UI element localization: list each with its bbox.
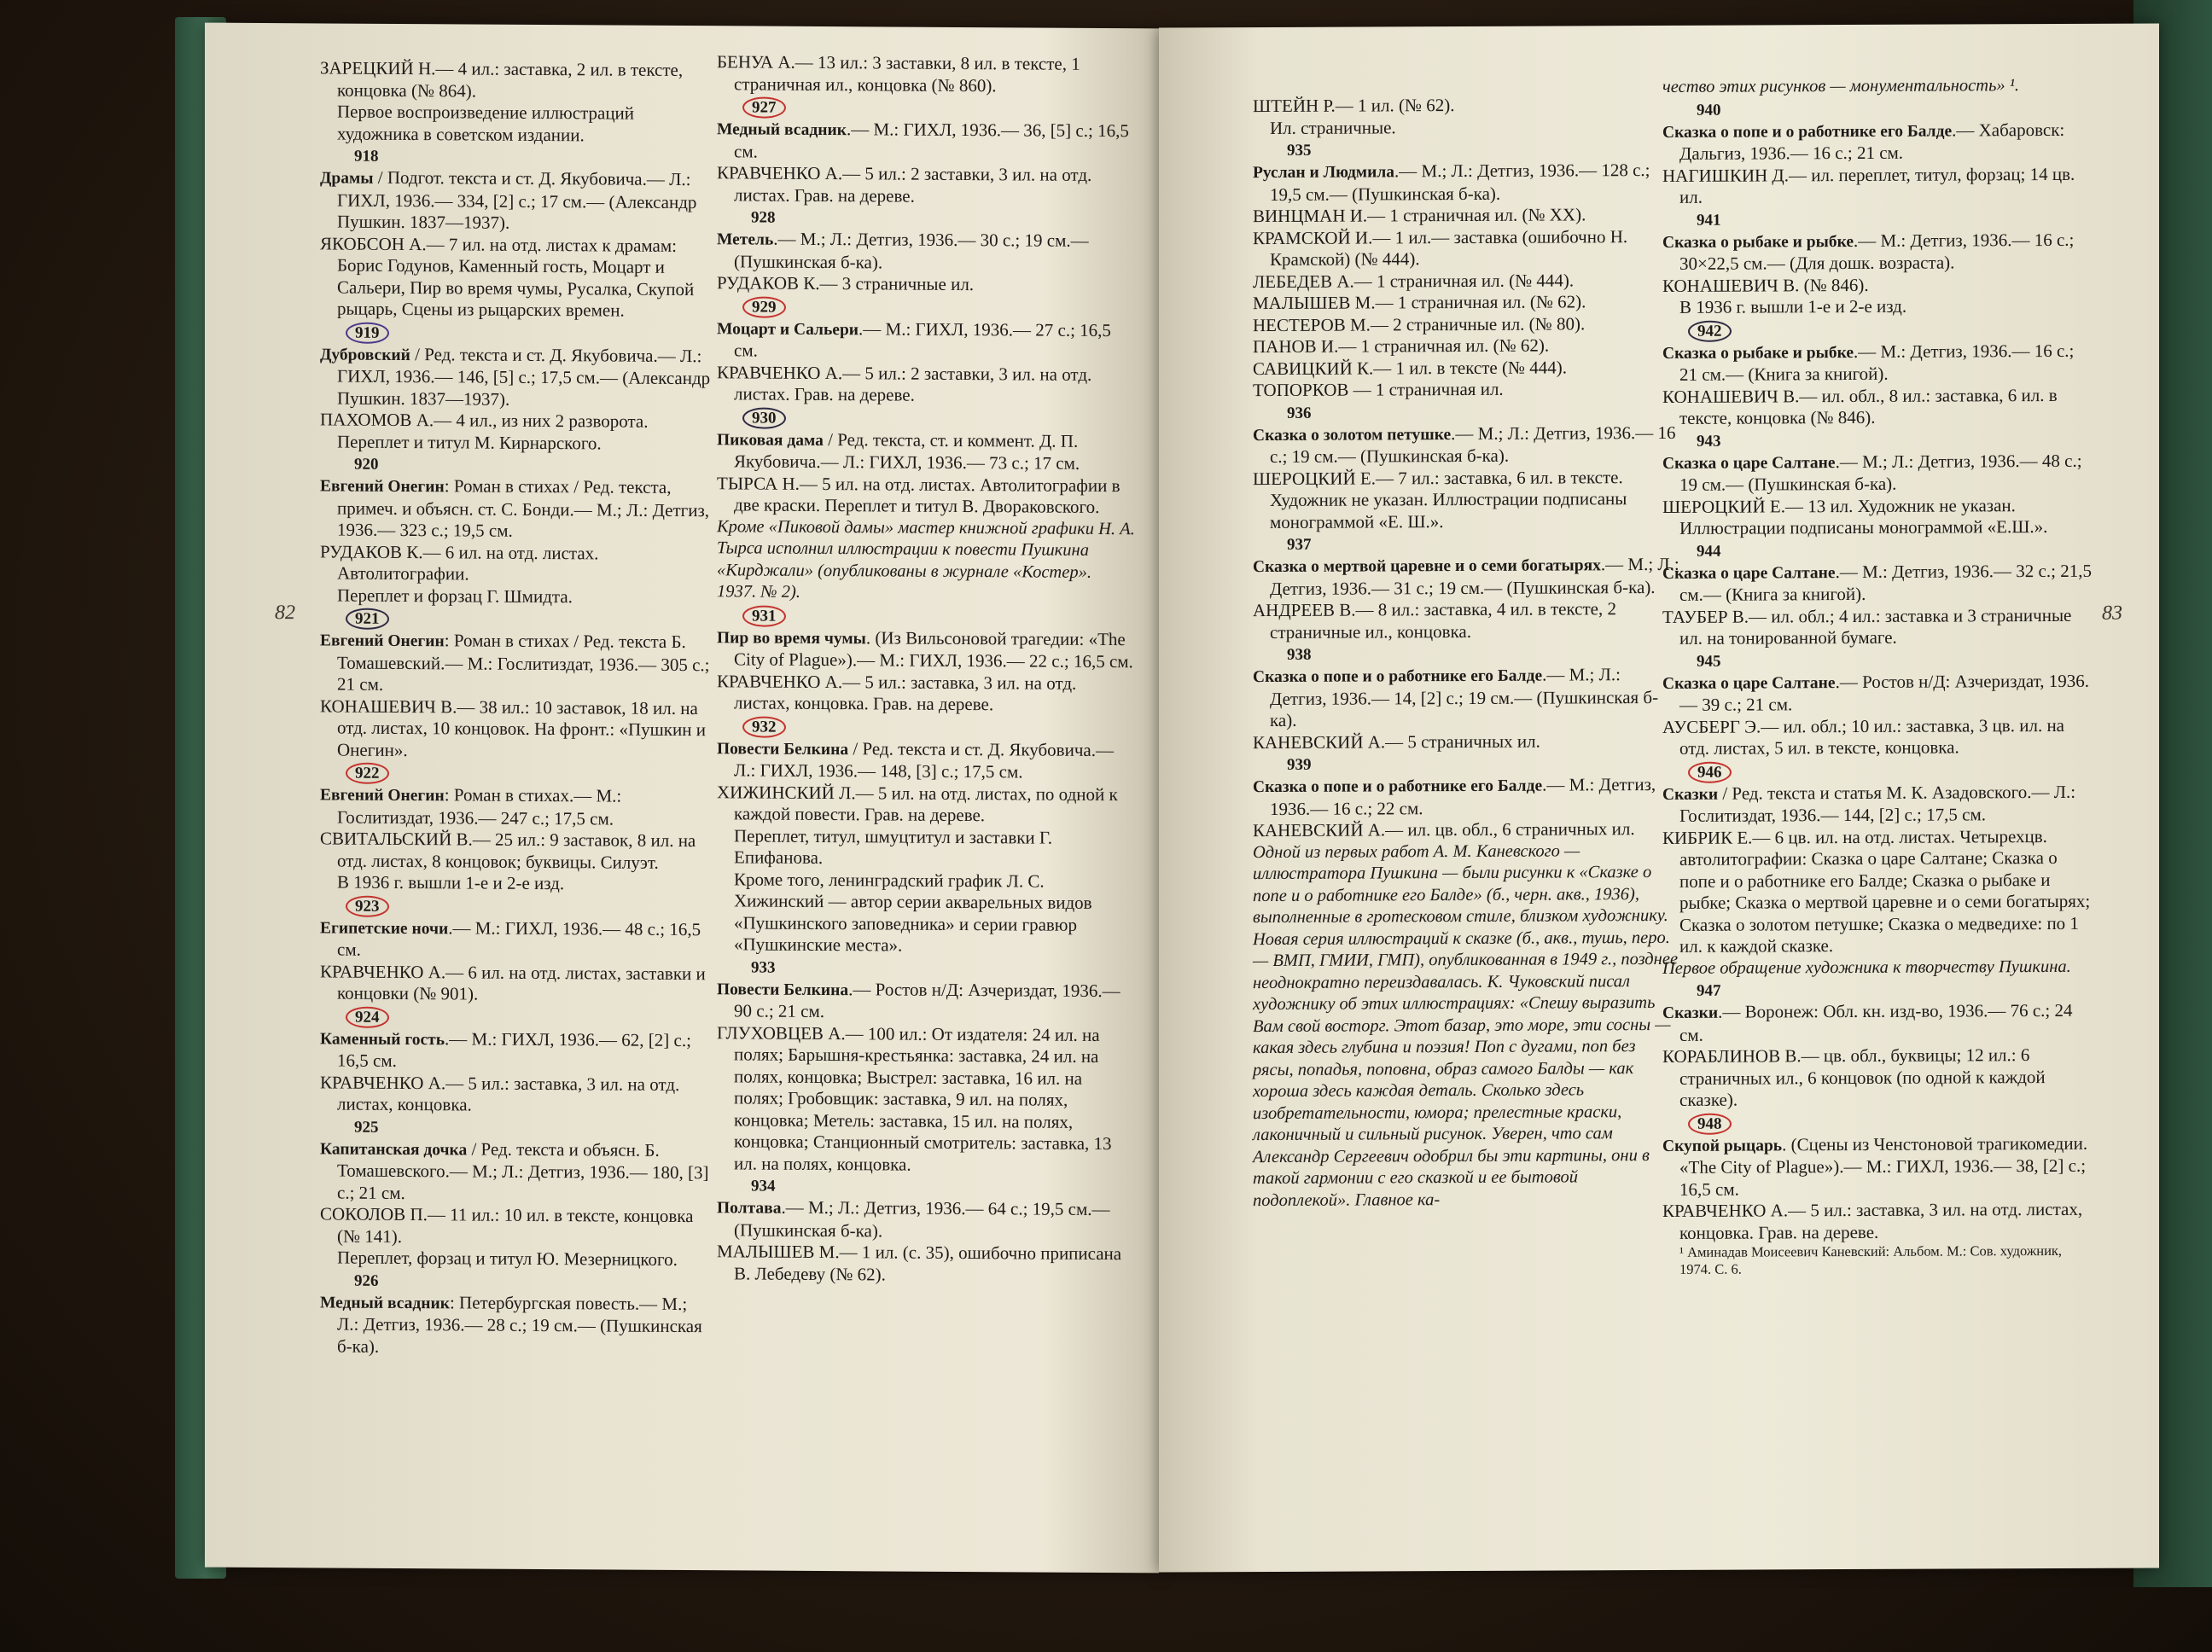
illustrator-record: КОНАШЕВИЧ В.— ил. обл., 8 ил.: заставка, 6 ил. в тексте, концовка (№ 846). [1662,384,2058,428]
additional-info: Переплет, титул, шмуцтитул и заставки Г. Епифанова. [734,824,1052,869]
illustrator-record: КОРАБЛИНОВ В.— цв. обл., буквицы; 12 ил.: 6 страничных ил., 6 концовок (по одной к каждой сказке). [1662,1044,2046,1110]
entry-number: 938 [1287,645,1312,664]
publication-details: : Роман в стихах / Ред. текста Б. Томашевский.— М.: Гослитиздат, 1936.— 305 с.; 21 см. [337,630,710,695]
entry-number-row [717,1175,1135,1199]
entry-number: 941 [1697,211,1721,230]
bibliographic-record [717,978,1135,1025]
entry-number-row [320,321,713,346]
publication-details: . (Сцены из Ченстоновой трагикомедии. «The City of Plague»).— М.: ГИХЛ, 1936.— 38, [2] с.; 16,5 см. [1679,1132,2088,1200]
illustrator-record: КРАВЧЕНКО А.— 5 ил.: заставка, 3 ил. на отд. листах, концовка. Грав. на дереве. [1662,1198,2083,1243]
illustrator-record: КРАВЧЕНКО А.— 5 ил.: заставка, 3 ил. на отд. листах, концовка. Грав. на дереве. [717,670,1077,715]
publication-details: .— М.; Л.: Детгиз, 1936.— 16 с.; 19 см.— (Пушкинская б-ка). [1270,422,1676,467]
entry-number: 939 [1287,755,1312,774]
footnote: ¹ Аминадав Моисеевич Каневский: Альбом. М.: Сов. художник, 1974. С. 6. [1679,1242,2063,1277]
entry-number: 933 [751,957,776,977]
entry-number: 920 [354,455,379,474]
circled-entry-number: 946 [1688,761,1732,782]
illustrator-record: КИБРИК Е.— 6 цв. ил. на отд. листах. Четырехцв. автолитографии: Сказка о царе Салтане; Сказка о попе и о работнике его Балде; Сказка о рыбаке и рыбке; Сказка о мертвой царевне и о семи богатырях; Сказка о золотом петушке; Сказка о медведихе: по 1 ил. к каждой сказке. [1662,825,2091,957]
work-title: Пиковая дама [717,430,824,450]
illustrator-record: АНДРЕЕВ В.— 8 ил.: заставка, 4 ил. в тексте, 2 страничные ил., концовка. [1253,598,1616,643]
illustrator-record: КОНАШЕВИЧ В. (№ 846). [1662,274,1869,296]
publication-details: / Ред. текста и ст. Д. Якубовича.— Л.: ГИХЛ, 1936.— 148, [3] с.; 17,5 см. [734,737,1114,782]
circled-entry-number: 923 [346,895,389,916]
bibliographic-record [1662,560,2093,606]
illustrator-record: НЕСТЕРОВ М.— 2 страничные ил. (№ 80). [1253,312,1586,335]
entry-number-row [1253,532,1679,556]
illustrator-record: ШЕРОЦКИЙ Е.— 13 ил. Художник не указан. Иллюстрации подписаны монограммой «Е.Ш.». [1662,494,2048,538]
bibliographic-record [1253,554,1679,600]
entry-number: 945 [1697,652,1721,671]
commentary-note: Кроме «Пиковой дамы» мастер книжной графики Н. А. Тырса исполнил иллюстрации к повести Пушкина «Кирджали» (опубликованы в журнале «Костер». 1937. № 2). [717,516,1135,602]
circled-entry-number: 942 [1688,320,1732,341]
work-title: Сказки [1662,785,1719,804]
bibliographic-record [1662,119,2093,165]
illustrator-record: КРАВЧЕНКО А.— 5 ил.: 2 заставки, 3 ил. на отд. листах. Грав. на дереве. [717,162,1092,206]
bibliographic-record [320,629,713,697]
additional-info: Переплет и титул М. Кирнарского. [337,431,602,453]
entry-number-row [717,96,1135,120]
entry-number-row [1253,643,1679,666]
entry-number-row [717,295,1135,320]
illustrator-record: ЯКОБСОН А.— 7 ил. на отд. листах к драмам: Борис Годунов, Каменный гость, Моцарт и Сальери, Пир во время чумы, Русалка, Скупой рыцарь, Сцены из рыцарских времен. [320,232,695,321]
publication-details: .— Хабаровск: Дальгиз, 1936.— 16 с.; 21 см. [1679,119,2065,164]
publication-details: . (Из Вильсоновой трагедии: «The City of Plague»).— М.: ГИХЛ, 1936.— 22 с.; 16,5 см. [734,626,1133,672]
work-title: Полтава [717,1199,782,1218]
work-title: Медный всадник [320,1293,450,1312]
illustrator-record: ГЛУХОВЦЕВ А.— 100 ил.: От издателя: 24 ил. на полях; Барышня-крестьянка: заставка, 24 ил. на полях, концовка; Выстрел: заставка, 16 ил. на полях; Гробовщик: заставка, 9 ил. на полях, концовка; Метель: заставка, 15 ил. на полях, концовка; Станционный смотритель: заставка, 13 ил. на полях, концовка. [717,1021,1112,1175]
bibliographic-record [320,1137,713,1206]
illustrator-record: ВИНЦМАН И.— 1 страничная ил. (№ XX). [1253,204,1586,227]
additional-info: Переплет, форзац и титул Ю. Мезерницкого. [337,1247,678,1270]
illustrator-record: САВИЦКИЙ К.— 1 ил. в тексте (№ 444). [1253,356,1567,379]
bibliographic-record [1662,670,2093,716]
circled-entry-number: 927 [742,96,786,118]
publication-details: .— Ростов н/Д: Азчериздат, 1936.— 90 с.; 21 см. [734,978,1121,1022]
work-title: Сказка о царе Салтане [1662,453,1836,473]
entry-number-row [1253,400,1679,423]
commentary-note: чество этих рисунков — монументальность» ¹. [1662,76,2020,96]
bibliographic-record [1253,422,1679,468]
entry-number-row [1662,428,2093,451]
bibliographic-record [320,474,713,543]
publication-details: .— М.; Л.: Детгиз, 1936.— 31 с.; 19 см.— (Пушкинская б-ка). [1270,553,1679,599]
circled-entry-number: 948 [1688,1113,1732,1134]
bibliographic-record [717,428,1135,475]
work-title: Моцарт и Сальери [717,319,859,339]
illustrator-record: РУДАКОВ К.— 6 ил. на отд. листах. Автолитографии. [320,540,599,585]
work-title: Евгений Онегин [320,786,445,806]
work-title: Драмы [320,169,374,188]
page-number-left: 82 [275,602,295,625]
bibliographic-record [320,166,713,235]
illustrator-record: КРАМСКОЙ И.— 1 ил.— заставка (ошибочно Н. Крамской) (№ 444). [1253,225,1628,270]
work-title: Пир во время чумы [717,628,866,648]
bibliographic-record [1662,1132,2093,1201]
bibliographic-record [1662,450,2093,496]
work-title: Сказка о царе Салтане [1662,563,1836,583]
publication-details: / Ред. текста, ст. и коммент. Д. П. Якубовича.— Л.: ГИХЛ, 1936.— 73 с.; 17 см. [734,428,1080,474]
publication-details: : Роман в стихах.— М.: Гослитиздат, 1936.— 247 с.; 17,5 см. [337,784,622,829]
illustrator-record: КРАВЧЕНКО А.— 6 ил. на отд. листах, заставки и концовки (№ 901). [320,960,706,1004]
illustrator-record: ТАУБЕР В.— ил. обл.; 4 ил.: заставка и 3 страничные ил. на тонированной бумаге. [1662,604,2072,649]
bibliographic-record [320,783,713,830]
entry-number: 928 [751,208,776,227]
entry-number-row [717,604,1135,629]
publication-details: / Ред. текста и ст. Д. Якубовича.— Л.: ГИХЛ, 1936.— 146, [5] с.; 17,5 см.— (Александр Пушкин. 1837—1937). [337,343,711,410]
publication-details: .— М.: Детгиз, 1936.— 32 с.; 21,5 см.— (Книга за книгой). [1679,560,2092,605]
additional-info: Ил. страничные. [1270,116,1396,138]
left-page-column-2 [717,51,1135,1287]
entry-number-row [1253,753,1679,776]
work-title: Сказка о попе и о работнике его Балде [1253,777,1543,797]
illustrator-record: МАЛЫШЕВ М.— 1 ил. (с. 35), ошибочно приписана В. Лебедеву (№ 62). [717,1241,1122,1284]
commentary-note: Первое обращение художника к творчеству Пушкина. [1662,957,2071,978]
circled-entry-number: 922 [346,763,389,784]
illustrator-record: НАГИШКИН Д.— ил. переплет, титул, форзац; 14 цв. ил. [1662,163,2075,207]
right-page-column-1 [1253,94,1679,1212]
publication-details: .— М.: Детгиз, 1936.— 16 с.; 21 см.— (Книга за книгой). [1679,340,2075,385]
entry-number-row [1662,97,2093,120]
entry-number-row [1662,759,2093,782]
additional-info: Переплет и форзац Г. Шмидта. [337,585,573,607]
work-title: Дубровский [320,345,410,364]
right-page [1159,23,2159,1572]
circled-entry-number: 930 [742,407,786,428]
entry-number: 943 [1697,432,1721,451]
work-title: Евгений Онегин [320,477,445,497]
work-title: Медный всадник [717,120,847,140]
publication-details: / Ред. текста и объясн. Б. Томашевского.— М.; Л.: Детгиз, 1936.— 180, [3] с.; 21 см. [337,1137,709,1203]
bibliographic-record [1662,229,2093,275]
work-title: Метель [717,230,774,249]
work-title: Сказка о рыбаке и рыбке [1662,343,1854,363]
bibliographic-record [1253,160,1679,206]
entry-number-row [320,607,713,631]
bibliographic-record [1253,664,1679,732]
bibliographic-record [320,1291,713,1359]
publication-details: .— М.: ГИХЛ, 1936.— 62, [2] с.; 16,5 см. [337,1027,691,1071]
entry-number: 947 [1697,981,1721,1000]
work-title: Евгений Онегин [320,631,445,651]
work-title: Сказка о золотом петушке [1253,425,1452,445]
illustrator-record: СОКОЛОВ П.— 11 ил.: 10 ил. в тексте, концовка (№ 141). [320,1203,694,1247]
bibliographic-record [320,916,713,963]
commentary-note: Одной из первых работ А. М. Каневского — иллюстратора Пушкина — были рисунки к «Сказке о попе и о работнике его Балде» (б., черн. акв., 1936), выполненные в гротесковом стиле, близком художнику. Новая серия иллюстраций к сказке (б., акв., тушь, перо.— ВМП, ГМИИ, ГМП), опубликованная в 1949 г., позднее неоднократно переиздавалась. К. Чуковский писал художнику об этих иллюстрациях: «Спешу выразить Вам свой восторг. Этот базар, это море, эти сосны — какая здесь глубина и поэзия! Поп с дугами, поп без рясы, попадья, поповна, образ самого Балды — как хороша здесь каждая деталь. Сколько здесь изобретательности, юмора; прелестные краски, лаконичный и сильный рисунок. Уверен, что сам Александр Сергеевич одобрил бы эти картины, они в такой гармонии с его сказкой и ее бытовой подоплекой». Главное ка- [1253,841,1679,1210]
additional-info: В 1936 г. вышли 1-е и 2-е изд. [1679,295,1907,317]
work-title: Повести Белкина [717,980,849,999]
work-title: Сказка о мертвой царевне и о семи богатырях [1253,556,1601,577]
bibliographic-record [320,1027,713,1074]
entry-number: 935 [1287,141,1312,160]
entry-number: 925 [354,1118,379,1137]
work-title: Капитанская дочка [320,1139,468,1159]
publication-details: .— М.: Детгиз, 1936.— 16 с.; 22 см. [1270,774,1656,819]
circled-entry-number: 924 [346,1006,389,1027]
publication-details: .— М.; Л.: Детгиз, 1936.— 128 с.; 19,5 см.— (Пушкинская б-ка). [1270,160,1650,205]
illustrator-record: ШТЕЙН Р.— 1 ил. (№ 62). [1253,95,1455,117]
bibliographic-record [717,626,1135,673]
entry-number-row [1662,979,2093,1002]
bibliographic-record [717,228,1135,275]
page-number-right: 83 [2102,602,2122,625]
work-title: Сказка о попе и о работнике его Балде [1662,122,1953,142]
illustrator-record: ХИЖИНСКИЙ Л.— 5 ил. на отд. листах, по одной к каждой повести. Грав. на дереве. [717,781,1118,826]
illustrator-record: КРАВЧЕНКО А.— 5 ил.: заставка, 3 ил. на отд. листах, концовка. [320,1071,680,1115]
illustrator-record: КАНЕВСКИЙ А.— 5 страничных ил. [1253,730,1540,753]
publication-details: .— М.: ГИХЛ, 1936.— 48 с.; 16,5 см. [337,916,701,960]
bibliographic-record [717,317,1135,364]
publication-details: : Роман в стихах / Ред. текста, примеч. и объясн. ст. С. Бонди.— М.; Л.: Детгиз, 1936.— 323 с.; 19,5 см. [337,475,710,541]
bibliographic-record [320,343,713,411]
additional-info: Кроме того, ленинградский график Л. С. Хижинский — автор серии акварельных видов «Пушкинского заповедника» и серии гравюр «Пушкинские места». [734,868,1092,956]
entry-number-row [717,715,1135,740]
illustrator-record: МАЛЫШЕВ М.— 1 страничная ил. (№ 62). [1253,291,1586,314]
bibliographic-record [1662,1000,2093,1046]
entry-number: 937 [1287,535,1312,554]
publication-details: .— М.: Детгиз, 1936.— 16 с.; 30×22,5 см.— (Для дошк. возраста). [1679,229,2075,274]
bibliographic-record [717,737,1135,784]
publication-details: .— М.: ГИХЛ, 1936.— 27 с.; 16,5 см. [734,317,1111,361]
circled-entry-number: 931 [742,605,786,626]
circled-entry-number: 932 [742,716,786,737]
entry-number-row [1662,207,2093,230]
left-page-column-1 [320,57,713,1359]
entry-number-row [1662,538,2093,561]
work-title: Каменный гость [320,1029,445,1049]
illustrator-record: ПАХОМОВ А.— 4 ил., из них 2 разворота. [320,409,649,432]
bibliographic-record [717,1196,1135,1243]
publication-details: .— Ростов н/Д: Азчериздат, 1936.— 39 с.; 21 см. [1679,670,2089,715]
work-title: Руслан и Людмила [1253,163,1395,183]
work-title: Египетские ночи [320,918,449,938]
illustrator-record: ПАНОВ И.— 1 страничная ил. (№ 62). [1253,334,1550,358]
circled-entry-number: 919 [346,322,389,343]
right-page-column-2 [1662,75,2093,1278]
illustrator-record: ЗАРЕЦКИЙ Н.— 4 ил.: заставка, 2 ил. в тексте, концовка (№ 864). [320,57,684,102]
illustrator-record: КОНАШЕВИЧ В.— 38 ил.: 10 заставок, 18 ил. на отд. листах, 10 концовок. На фронт.: «Пушкин и Онегин». [320,695,706,760]
work-title: Сказка о рыбаке и рыбке [1662,232,1854,252]
entry-number: 940 [1697,101,1721,119]
publication-details: .— М.; Л.: Детгиз, 1936.— 30 с.; 19 см.— (Пушкинская б-ка). [734,228,1089,272]
publication-details: : Петербургская повесть.— М.; Л.: Детгиз, 1936.— 28 с.; 19 см.— (Пушкинская б-ка). [337,1291,702,1357]
additional-info: Первое воспроизведение иллюстраций художника в советском издании. [337,101,635,145]
additional-info: В 1936 г. вышли 1-е и 2-е изд. [337,871,565,894]
entry-number-row [1662,317,2093,341]
left-page [205,23,1159,1573]
entry-number-row [320,453,713,477]
illustrator-record: РУДАКОВ К.— 3 страничные ил. [717,272,975,295]
entry-number-row [320,145,713,169]
entry-number-row [320,1270,713,1294]
illustrator-record: ТЫРСА Н.— 5 ил. на отд. листах. Автолитографии в две краски. Переплет и титул В. Двораковского. [717,472,1121,517]
entry-number: 918 [354,147,379,166]
circled-entry-number: 921 [346,608,389,630]
bibliographic-record [1253,774,1679,820]
publication-details: .— М.: ГИХЛ, 1936.— 36, [5] с.; 16,5 см. [734,119,1129,162]
entry-number-row [1253,138,1679,161]
illustrator-record: ЛЕБЕДЕВ А.— 1 страничная ил. (№ 444). [1253,269,1575,292]
publication-details: .— М.; Л.: Детгиз, 1936.— 48 с.; 19 см.— (Пушкинская б-ка). [1679,450,2082,495]
entry-number-row [717,957,1135,980]
illustrator-record: ШЕРОЦКИЙ Е.— 7 ил.: заставка, 6 ил. в тексте. Художник не указан. Иллюстрации подписаны монограммой «Е. Ш.». [1253,466,1627,532]
bibliographic-record [717,118,1135,165]
entry-number-row [320,1005,713,1030]
work-title: Сказки [1662,1003,1719,1022]
illustrator-record: КРАВЧЕНКО А.— 5 ил.: 2 заставки, 3 ил. на отд. листах. Грав. на дереве. [717,361,1092,405]
entry-number: 936 [1287,404,1312,422]
illustrator-record: СВИТАЛЬСКИЙ В.— 25 ил.: 9 заставок, 8 ил. на отд. листах, 8 концовок; буквицы. Силуэт. [320,828,696,873]
circled-entry-number: 929 [742,296,786,317]
publication-details: / Ред. текста и статья М. К. Азадовского.— Л.: Гослитиздат, 1936.— 144, [2] с.; 17,5 см. [1679,781,2076,826]
work-title: Сказка о царе Салтане [1662,673,1836,693]
illustrator-record: БЕНУА А.— 13 ил.: 3 заставки, 8 ил. в тексте, 1 страничная ил., концовка (№ 860). [717,51,1080,96]
work-title: Скупой рыцарь [1662,1136,1783,1155]
entry-number-row [320,761,713,786]
entry-number: 934 [751,1177,776,1195]
entry-number: 926 [354,1271,379,1290]
illustrator-record: ТОПОРКОВ — 1 страничная ил. [1253,378,1504,401]
illustrator-record: АУСБЕРГ Э.— ил. обл.; 10 ил.: заставка, 3 цв. ил. на отд. листах, 5 ил. в тексте, концовка. [1662,714,2065,759]
entry-number-row [320,1116,713,1140]
publication-details: .— Воронеж: Обл. кн. изд-во, 1936.— 76 с.; 24 см. [1679,999,2073,1045]
entry-number-row [717,206,1135,230]
entry-number-row [1662,1110,2093,1134]
entry-number-row [717,406,1135,431]
entry-number-row [1662,649,2093,672]
entry-number: 944 [1697,542,1721,561]
publication-details: / Подгот. текста и ст. Д. Якубовича.— Л.: ГИХЛ, 1936.— 334, [2] с.; 17 см.— (Александр Пушкин. 1837—1937). [337,166,697,233]
publication-details: .— М.; Л.: Детгиз, 1936.— 14, [2] с.; 19 см.— (Пушкинская б-ка). [1270,664,1659,730]
publication-details: .— М.; Л.: Детгиз, 1936.— 64 с.; 19,5 см.— (Пушкинская б-ка). [734,1196,1110,1241]
bibliographic-record [1662,340,2093,386]
work-title: Сказка о попе и о работнике его Балде [1253,666,1543,687]
illustrator-record: КАНЕВСКИЙ А.— ил. цв. обл., 6 страничных ил. [1253,818,1635,841]
entry-number-row [320,894,713,919]
bibliographic-record [1662,781,2093,827]
work-title: Повести Белкина [717,739,849,759]
